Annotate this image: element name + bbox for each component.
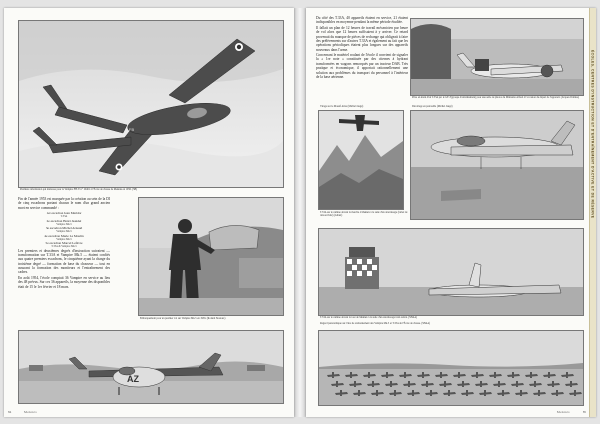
photo-vampire-in-flight — [18, 20, 284, 188]
photo-tower-t33 — [318, 228, 584, 316]
squadron-name: 2e escadron Henri Jeandet — [46, 218, 82, 223]
right-paragraph-1: Du côté des T.33A, 40 appareils étaient en service, 21 étaient indisponibles en moyenne pendant la même période étudiée. — [316, 16, 408, 25]
squadron-aircraft: Vampire Mk.5 — [56, 237, 72, 241]
photo-t33-hangar — [410, 18, 584, 96]
photo-panoramic-parking — [318, 330, 584, 406]
squadron-aircraft: T.33A & Vampire Mk.5 — [51, 245, 77, 249]
caption-atlas: Virage sur le Massif Atlas (Michel Jaugé) — [320, 105, 364, 108]
squadron-name: 4e escadron Marie La Moulin — [44, 233, 84, 238]
caption-photo-1: Première réformation qui intéresse pour le Vampire FB.5! n° 10461 à l'École de chasse de Meknès en 1956. (SB) — [20, 188, 138, 191]
squadron-aircraft: Vampire Mk.5 — [56, 222, 72, 226]
caption-photo-2: Embarquement pour un premier vol sur Vampire Mk.5 en 1956. (Roland Nestoux) — [140, 317, 226, 320]
photo-pilot-boarding — [138, 197, 284, 316]
page-number-right: 85 — [582, 410, 586, 414]
squadron-aircraft: T.33A — [60, 215, 68, 219]
caption-mid-right: T.33A sur le rumine devant la marche à Meknès à la suite d'un atterrissage (Gibet de rétroactivité) (Gibiet) — [320, 211, 408, 218]
caption-panoramic: Regard panoramique sur l'aire de stationnement des Vampire Mk.5 et T.33A de l'École de chasse. (SHAA) — [320, 322, 431, 325]
book-gutter — [294, 8, 306, 417]
squadron-aircraft: Vampire Mk.5 — [56, 230, 72, 234]
photo-atlas-mountains — [318, 110, 404, 210]
right-page — [306, 8, 596, 417]
caption-takeoff: Décollage en patrouille (Michel Jaugé) — [412, 105, 453, 108]
left-text-column — [18, 197, 110, 290]
left-page — [4, 8, 294, 417]
right-paragraph-2: Il fallait un plan de 12 heures de travail mécanicien par heure de vol alors que 12 heures suffisaient à y arriver. Ce retard provenait du manque de pièces de rechange qui obligeait à faire des prélèvements sur d'autres T.33A et également au fait que les opérations périodiques étaient plus longues sur des appareils nouveaux dans l'arme. — [316, 25, 408, 52]
paragraph-3: En août 1954, l'école comptait 36 Vampire en service au lieu des 48 prévus. Sur ces 36 appareils, la moyenne des disponibles était de 15 le 1er février et 18 mars. — [18, 275, 110, 289]
caption-photo-top-right: Prise en main d'un T.33A par le GE d'(groupe d'entraînement) pour une série de photos du Ministère Alfred à l'occasion du départ de l'appareil. (Jacques Dalmas) — [412, 96, 580, 99]
svg-text:AZ: AZ — [127, 374, 139, 384]
right-paragraph-3: Concernant le matériel roulant de l'école il convient de signaler la « 1re note » constituée par des citernes à hydrant transformées en wagons remorqués par un tracteur DAB. Très pratique et économique, il apportait rationnellement une solution aux problèmes du transport du personnel à l'intérieur de la base aérienne. — [316, 53, 408, 79]
squadron-name: 3e escadron Michel Arnaud — [45, 226, 83, 231]
page-number-left: 84 — [8, 410, 12, 414]
photo-vampire-ground — [18, 330, 284, 404]
caption-tower: T.33A sur le rumine devant la tour de Meknès à la suite d'un atterrissage train rentré. (SHAA) — [320, 316, 418, 319]
right-text-column — [316, 16, 408, 80]
side-banner-text: ÉCOLES, CENTRES D'INSTRUCTION ET D'ENTRAÎNEMENT D'ACTIVE ET DE RÉSERVE — [590, 50, 595, 219]
squadron-name: 5e escadron Marcel Lefèvre — [45, 241, 83, 246]
paragraph-2: Les premiers et deuxièmes degrés d'instruction suivaient — transformation sur T.33A et Vampire Mk.5 — étaient confiés aux quatre premiers escadrons, le cinquième ayant la charge du troisième degré — formation de base du chasseur — tout en assurant la formation des moniteurs et l'entraînement des cadres. — [18, 248, 110, 275]
squadron-list — [18, 211, 110, 249]
svg-text:FB: FB — [129, 127, 135, 132]
running-title-left: Meknès — [24, 410, 38, 414]
running-title-right: Meknès — [556, 410, 570, 414]
intro-paragraph: Fin de l'année 1953 est marquée par la création au sein de la DI de cinq escadrons portant chacun le nom d'un grand ancien mort en service commandé : — [18, 197, 110, 210]
side-banner — [589, 8, 596, 417]
squadron-name: 1er escadron Jean Maridor — [46, 211, 82, 216]
photo-t33-takeoff — [410, 110, 584, 220]
